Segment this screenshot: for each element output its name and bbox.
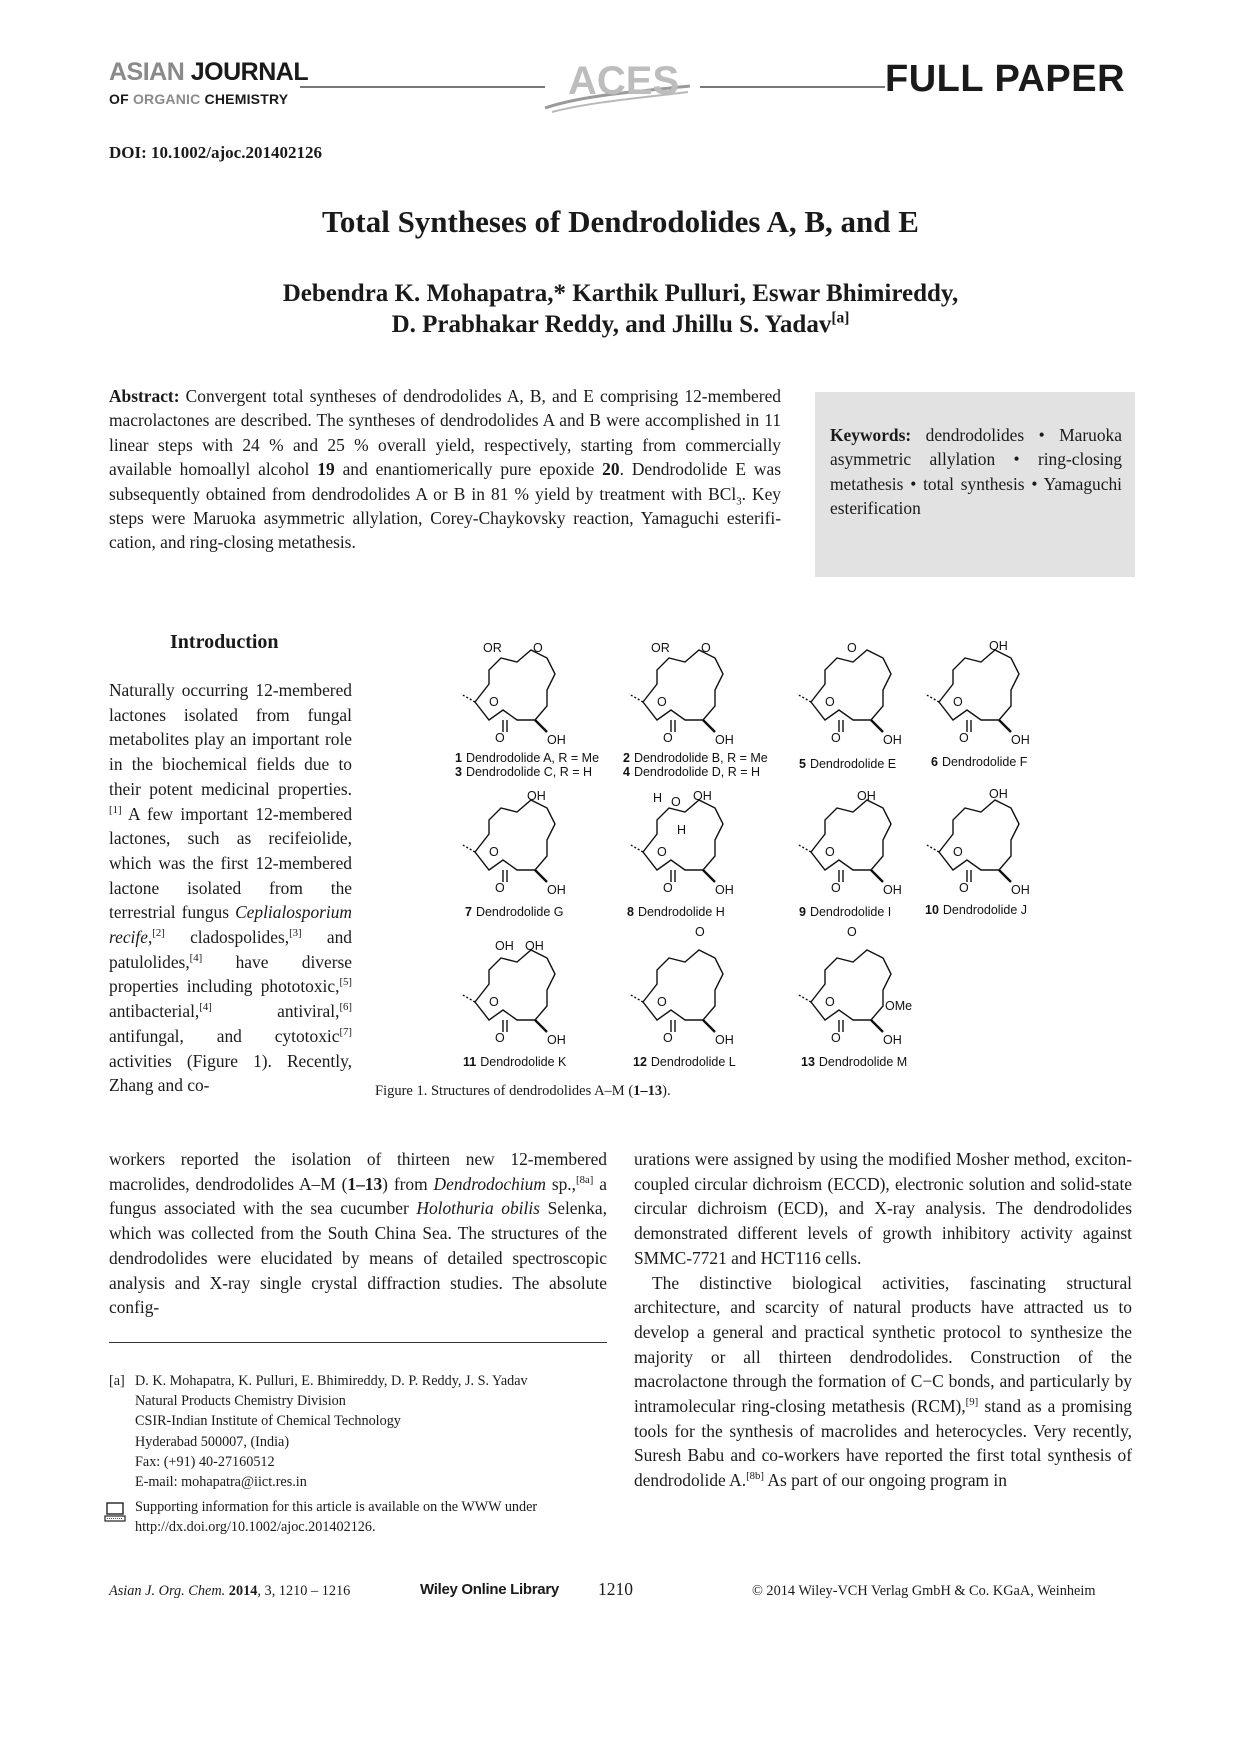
substituent-oh: OH <box>693 789 712 803</box>
carbonyl-oxygen: O <box>495 881 505 895</box>
footnote-line: Natural Products Chemistry Division <box>135 1393 346 1410</box>
carbonyl-oxygen: O <box>959 881 969 895</box>
aces-logo-text: ACES <box>568 59 680 103</box>
footnote-line: CSIR-Indian Institute of Chemical Technology <box>135 1413 401 1430</box>
molecule-8 <box>627 789 734 919</box>
molecule-label: 7 Dendrodolide G <box>465 905 564 919</box>
ring-oxygen: O <box>825 845 835 859</box>
molecule-12 <box>629 925 736 1069</box>
affiliation-footnote <box>109 1371 607 1492</box>
ring-oxygen: O <box>953 695 963 709</box>
authors-line1: Debendra K. Mohapatra,* Karthik Pulluri, Eswar Bhimireddy, <box>282 280 959 307</box>
carbonyl-oxygen: O <box>959 731 969 745</box>
substituent-o: O <box>695 925 705 939</box>
carbonyl-oxygen: O <box>831 731 841 745</box>
paragraph: The distinctive biological activities, fascinating structural architecture, and scarcity of natural products have attracted us to develop a general and practical synthetic protocol to synthesize the majority or all thirteen dendrodolides. Construction of the macrolactone through the formation of C−C bonds, and particularly by intramolecular ring-closing metathesis (RCM),[9] stand as a promising tools for the synthesis of macrolides and heterocycles. Very recently, Suresh Babu and co-workers have reported the first total synthesis of dendrodolide A.[8b] As part of our ongoing program in <box>634 1272 1132 1491</box>
substituent-oh: OH <box>989 640 1008 653</box>
hydroxyl: OH <box>715 733 734 747</box>
molecule-13 <box>797 925 912 1069</box>
molecule-7 <box>461 789 566 919</box>
figure-1-structures <box>455 640 1095 1077</box>
molecule-label: 12 Dendrodolide L <box>633 1055 736 1069</box>
doi: DOI: 10.1002/ajoc.201402126 <box>109 143 322 162</box>
header-rule-right <box>700 86 885 88</box>
computer-icon <box>104 1501 126 1523</box>
abstract: Abstract: Convergent total syntheses of dendrodolides A, B, and E comprising 12-membered macrolactones are described. The syntheses of dendrodolides A and B were accomplished in 11 linear steps with 24 % and 25 % overall yield, respectively, starting from commercially available homoallyl alcohol 19 and enantiomerically pure epoxide 20. Dendrodolide E was subsequently obtained from dendrodolides A or B in 81 % yield by treatment with BCl$_3$. Key steps were Maruoka asymmetric allylation, Corey-Chaykovsky reaction, Yamaguchi esterification, and ring-closing metathesis. <box>109 386 782 553</box>
footnote-rule <box>109 1342 607 1343</box>
ring-oxygen: O <box>657 845 667 859</box>
molecule-label: 10 Dendrodolide J <box>925 903 1027 917</box>
aces-logo <box>540 56 700 118</box>
hydroxyl: OH <box>883 733 902 747</box>
molecule-label: 8 Dendrodolide H <box>627 905 725 919</box>
carbonyl-oxygen: O <box>663 731 673 745</box>
molecule-label: 6 Dendrodolide F <box>931 755 1028 769</box>
carbonyl-oxygen: O <box>831 881 841 895</box>
molecule-6 <box>925 640 1030 769</box>
substituent-oh: OH <box>989 787 1008 801</box>
substituent-oh: OH <box>527 789 546 803</box>
substituent-or: OR <box>483 641 502 655</box>
figure-caption: Figure 1. Structures of dendrodolides A–M (1–13). <box>375 1083 671 1099</box>
authors-line2: D. Prabhakar Reddy, and Jhillu S. Yadav[a] <box>391 309 850 338</box>
paper-type: FULL PAPER <box>885 58 1126 100</box>
substituent-oh: OH <box>857 789 876 803</box>
molecule-11 <box>461 939 567 1069</box>
ring-oxygen: O <box>825 695 835 709</box>
substituent-or: OR <box>651 641 670 655</box>
footer-citation: Asian J. Org. Chem. 2014, 3, 1210 – 1216 <box>109 1583 351 1599</box>
authors <box>0 278 1241 340</box>
epoxide-o: O <box>671 795 681 809</box>
header-rule-left <box>300 86 545 88</box>
paragraph: urations were assigned by using the modified Mosher method, exciton-coupled circular dichroism (ECCD), electronic solution and solid-state circular dichroism (ECD), and X-ray analysis. The dendrodolides demonstrated different levels of growth inhibitory activity against SMMC-7721 and HCT116 cells. <box>634 1149 1132 1268</box>
molecule-1 <box>455 641 599 779</box>
ring-oxygen: O <box>489 695 499 709</box>
ring-oxygen: O <box>825 995 835 1009</box>
substituent-oh: OH <box>525 939 544 953</box>
carbonyl-oxygen: O <box>495 1031 505 1045</box>
substituent-o: O <box>847 925 857 939</box>
carbonyl-oxygen: O <box>663 1031 673 1045</box>
molecule-label: 4 Dendrodolide D, R = H <box>623 765 761 779</box>
hydroxyl: OH <box>547 883 566 897</box>
molecule-label: 11 Dendrodolide K <box>463 1055 567 1069</box>
molecule-5 <box>797 641 902 771</box>
hydroxyl: OH <box>883 1033 902 1047</box>
supporting-info-note: Supporting information for this article is available on the WWW under http://dx.doi.org/10.1002/ajoc.201402126. <box>135 1499 538 1536</box>
substituent-oh: OH <box>495 939 514 953</box>
carbonyl-oxygen: O <box>495 731 505 745</box>
footnote-line: E-mail: mohapatra@iict.res.in <box>135 1474 307 1491</box>
molecule-label: 2 Dendrodolide B, R = Me <box>623 751 768 765</box>
epoxide-h: H <box>677 823 687 837</box>
carbonyl-oxygen: O <box>831 1031 841 1045</box>
substituent-ome: OMe <box>885 999 913 1013</box>
hydroxyl: OH <box>547 733 566 747</box>
hydroxyl: OH <box>547 1033 566 1047</box>
ring-oxygen: O <box>489 995 499 1009</box>
footnote-line: Hyderabad 500007, (India) <box>135 1433 290 1450</box>
intro-paragraph-wrap: Naturally occurring 12-membered lactones isolated from fungal metabolites play an important role in the biochemical fields due to their potent medicinal properties.[1] A few important 12-membered lactones, such as recifeiolide, which was the first 12-membered lactone isolated from the terrestrial fungus Ceplialosporium recife,[2] cladospolides,[3] and patulolides,[4] have diverse properties including phototoxic,[5] antibacterial,[4] antiviral,[6] antifungal, and cytotoxic[7] activities (Figure 1). Recently, Zhang and co- <box>109 680 353 1096</box>
molecule-label: 13 Dendrodolide M <box>801 1055 908 1069</box>
molecule-label: 5 Dendrodolide E <box>799 757 897 771</box>
carbonyl-oxygen: O <box>663 881 673 895</box>
molecule-label: 3 Dendrodolide C, R = H <box>455 765 593 779</box>
footnote-line: D. K. Mohapatra, K. Pulluri, E. Bhimireddy, D. P. Reddy, J. S. Yadav <box>135 1373 528 1389</box>
molecule-label: 1 Dendrodolide A, R = Me <box>455 751 600 765</box>
journal-name-line2: OF ORGANIC CHEMISTRY <box>109 91 289 107</box>
ring-oxygen: O <box>657 695 667 709</box>
copyright: © 2014 Wiley-VCH Verlag GmbH & Co. KGaA, Weinheim <box>752 1583 1096 1599</box>
hydroxyl: OH <box>1011 733 1030 747</box>
wiley-online-library: Wiley Online Library <box>420 1581 559 1598</box>
molecule-10 <box>925 787 1030 917</box>
journal-name-line1: ASIAN JOURNAL <box>109 58 309 86</box>
intro-right-column <box>634 1147 1132 1493</box>
epoxide-h: H <box>653 791 663 805</box>
intro-paragraph-continued: workers reported the isolation of thirteen new 12-membered macrolides, dendrodolides A–M (1–13) from Dendrodochium sp.,[8a] a fungus associated with the sea cucumber Holothuria obilis Selenka, which was collected from the South China Sea. The structures of the dendrodolides were elucidated by means of detailed spectroscopic analysis and X-ray single crystal diffraction studies. The absolute config- <box>109 1149 607 1318</box>
substituent-o: O <box>847 641 857 655</box>
molecule-label: 9 Dendrodolide I <box>799 905 892 919</box>
keywords: Keywords: dendrodolides • Maruoka asymmetric allylation • ring-closing metathesis • total synthesis • Yamaguchi esterification <box>830 425 1122 519</box>
article-title: Total Syntheses of Dendrodolides A, B, and E <box>322 204 919 239</box>
molecule-2 <box>623 641 768 779</box>
hydroxyl: OH <box>715 1033 734 1047</box>
hydroxyl: OH <box>883 883 902 897</box>
hydroxyl: OH <box>715 883 734 897</box>
substituent-o: O <box>701 641 711 655</box>
ring-oxygen: O <box>953 845 963 859</box>
footnote-label: [a] <box>109 1373 125 1389</box>
molecule-9 <box>797 789 902 919</box>
footnote-line: Fax: (+91) 40-27160512 <box>135 1453 275 1470</box>
hydroxyl: OH <box>1011 883 1030 897</box>
substituent-o: O <box>533 641 543 655</box>
ring-oxygen: O <box>489 845 499 859</box>
page-number: 1210 <box>598 1579 633 1599</box>
ring-oxygen: O <box>657 995 667 1009</box>
section-heading-introduction: Introduction <box>170 631 279 653</box>
